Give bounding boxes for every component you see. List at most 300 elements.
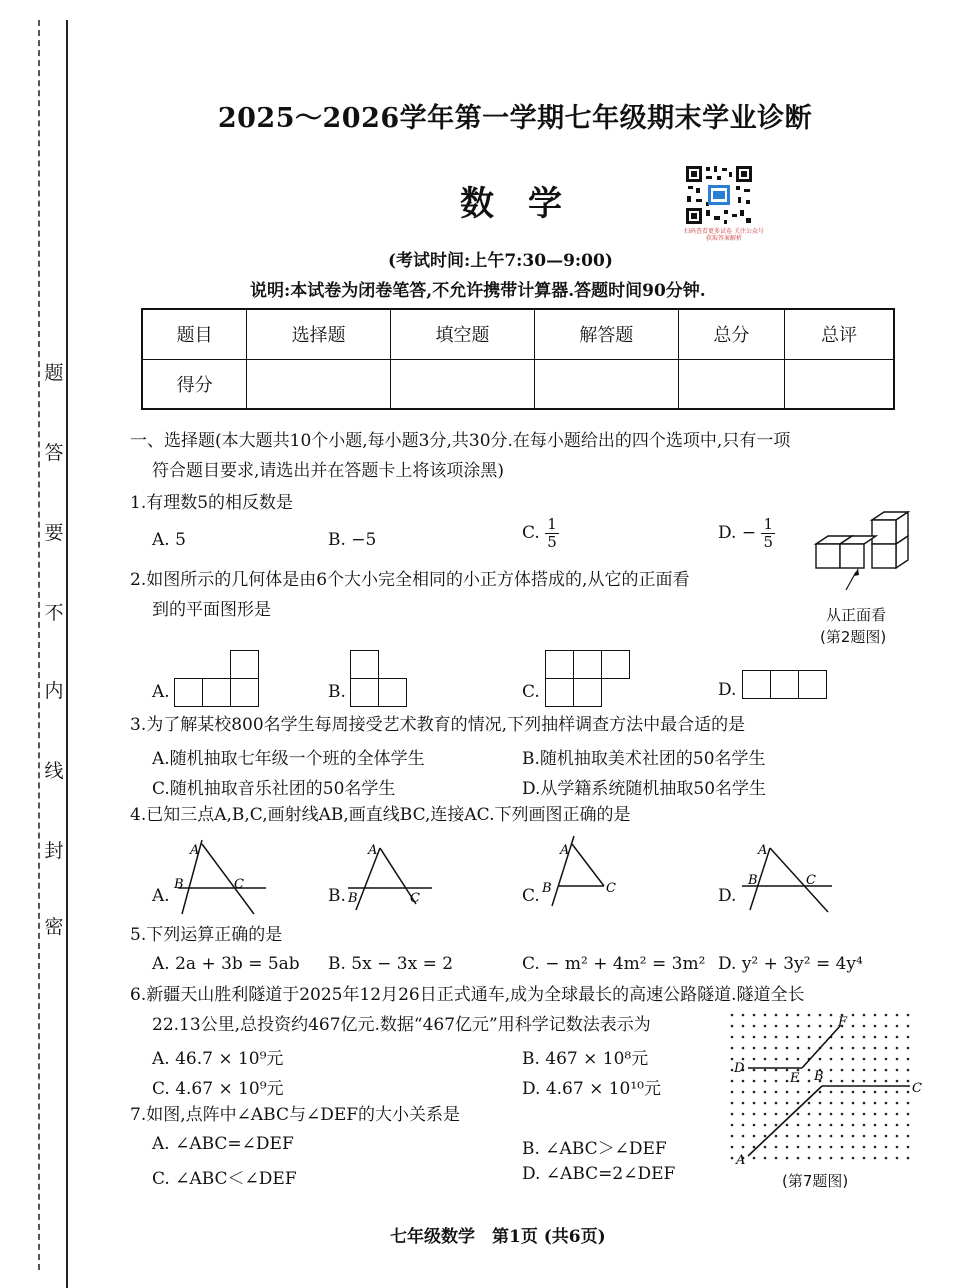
section-heading: 符合题目要求,请选出并在答题卡上将该项涂黑): [152, 461, 505, 481]
lattice-dot: [786, 1146, 789, 1149]
lattice-dot: [830, 1146, 833, 1149]
question-5: 5.下列运算正确的是: [130, 925, 283, 945]
lattice-dot: [874, 1080, 877, 1083]
lattice-dot: [775, 1014, 778, 1017]
lattice-dot: [874, 1102, 877, 1105]
q1-option-a: A. 5: [152, 530, 186, 550]
lattice-dot: [819, 1014, 822, 1017]
lattice-dot: [830, 1069, 833, 1072]
lattice-dot: [874, 1157, 877, 1160]
lattice-dot: [753, 1113, 756, 1116]
lattice-dot: [764, 1113, 767, 1116]
lattice-dot: [797, 1135, 800, 1138]
lattice-dot: [753, 1036, 756, 1039]
q2-solid-figure: [812, 508, 912, 594]
q2-c-cell: [545, 650, 574, 679]
lattice-dot: [731, 1025, 734, 1028]
score-cell[interactable]: [784, 359, 894, 409]
lattice-dot: [786, 1113, 789, 1116]
lattice-dot: [852, 1157, 855, 1160]
lattice-dot: [775, 1091, 778, 1094]
q4-option-b: B.: [328, 886, 346, 906]
lattice-dot: [863, 1058, 866, 1061]
q2-option-b: B.: [328, 682, 346, 702]
qr-code: [684, 164, 754, 226]
lattice-dot: [863, 1135, 866, 1138]
lattice-dot: [830, 1091, 833, 1094]
q3-option-b: B.随机抽取美术社团的50名学生: [522, 749, 766, 769]
q4-option-c: C.: [522, 886, 540, 906]
lattice-dot: [885, 1124, 888, 1127]
lattice-dot: [753, 1102, 756, 1105]
q6-option-b: B. 467 × 10⁸元: [522, 1049, 649, 1069]
q5-option-d: D. y² + 3y² = 4y⁴: [718, 954, 863, 974]
lattice-dot: [896, 1036, 899, 1039]
lattice-dot: [742, 1124, 745, 1127]
lattice-dot: [863, 1113, 866, 1116]
lattice-dot: [841, 1091, 844, 1094]
q4-figure-a: [170, 838, 270, 916]
lattice-dot: [841, 1047, 844, 1050]
lattice-dot: [819, 1135, 822, 1138]
lattice-dot: [753, 1091, 756, 1094]
point-label: B: [174, 877, 184, 892]
lattice-dot: [852, 1047, 855, 1050]
lattice-dot: [907, 1113, 910, 1116]
lattice-dot: [786, 1124, 789, 1127]
lattice-dot: [797, 1025, 800, 1028]
q2-fig-caption-view: 从正面看: [826, 606, 887, 624]
point-label: B: [814, 1069, 824, 1084]
lattice-dot: [742, 1058, 745, 1061]
q4-figure-c: [540, 834, 630, 914]
lattice-dot: [863, 1102, 866, 1105]
lattice-dot: [885, 1102, 888, 1105]
binding-dashed-line: [38, 20, 40, 1270]
lattice-dot: [742, 1014, 745, 1017]
q5-option-b: B. 5x − 3x = 2: [328, 954, 454, 974]
lattice-dot: [797, 1014, 800, 1017]
lattice-dot: [742, 1113, 745, 1116]
question-2: 2.如图所示的几何体是由6个大小完全相同的小正方体搭成的,从它的正面看: [130, 570, 690, 590]
point-label: B: [348, 891, 358, 906]
q2-d-cell: [770, 670, 799, 699]
seal-char: 不: [44, 602, 64, 624]
lattice-dot: [808, 1047, 811, 1050]
lattice-dot: [896, 1047, 899, 1050]
lattice-dot: [841, 1135, 844, 1138]
lattice-dot: [841, 1080, 844, 1083]
subject-title: 数学: [460, 184, 596, 224]
lattice-dot: [764, 1014, 767, 1017]
lattice-dot: [896, 1025, 899, 1028]
lattice-dot: [907, 1058, 910, 1061]
lattice-dot: [797, 1146, 800, 1149]
lattice-dot: [830, 1113, 833, 1116]
lattice-dot: [786, 1047, 789, 1050]
lattice-dot: [896, 1091, 899, 1094]
lattice-dot: [775, 1047, 778, 1050]
q2-c-cell: [573, 650, 602, 679]
point-label: F: [838, 1015, 848, 1030]
page-footer: 七年级数学 第1页 (共6页): [390, 1227, 606, 1247]
seal-char: 密: [44, 916, 64, 938]
lattice-dot: [742, 1025, 745, 1028]
q7-option-b: B. ∠ABC＞∠DEF: [522, 1139, 667, 1159]
lattice-dot: [874, 1036, 877, 1039]
score-cell[interactable]: [534, 359, 678, 409]
lattice-dot: [731, 1069, 734, 1072]
lattice-dot: [830, 1135, 833, 1138]
point-label: C: [234, 877, 244, 892]
lattice-dot: [907, 1069, 910, 1072]
lattice-dot: [731, 1080, 734, 1083]
lattice-dot: [764, 1102, 767, 1105]
lattice-dot: [808, 1102, 811, 1105]
lattice-dot: [753, 1080, 756, 1083]
table-header: 填空题: [391, 309, 535, 359]
lattice-dot: [742, 1135, 745, 1138]
lattice-dot: [819, 1091, 822, 1094]
lattice-dot: [797, 1047, 800, 1050]
q4-option-a: A.: [152, 886, 170, 906]
lattice-dot: [786, 1091, 789, 1094]
lattice-dot: [786, 1014, 789, 1017]
lattice-dot: [797, 1113, 800, 1116]
table-row-label: 得分: [142, 359, 247, 409]
point-label: A: [190, 843, 200, 858]
lattice-dot: [731, 1036, 734, 1039]
lattice-dot: [775, 1080, 778, 1083]
q2-b-cell: [350, 678, 379, 707]
question-6-cont: 22.13公里,总投资约467亿元.数据“467亿元”用科学记数法表示为: [152, 1015, 651, 1035]
lattice-dot: [874, 1135, 877, 1138]
question-3: 3.为了解某校800名学生每周接受艺术教育的情况,下列抽样调查方法中最合适的是: [130, 715, 746, 735]
lattice-dot: [863, 1157, 866, 1160]
q2-a-cell: [230, 650, 259, 679]
lattice-dot: [731, 1058, 734, 1061]
q5-option-c: C. − m² + 4m² = 3m²: [522, 954, 706, 974]
lattice-dot: [907, 1135, 910, 1138]
lattice-dot: [764, 1047, 767, 1050]
lattice-dot: [775, 1069, 778, 1072]
lattice-dot: [885, 1047, 888, 1050]
lattice-dot: [863, 1025, 866, 1028]
lattice-dot: [764, 1069, 767, 1072]
lattice-dot: [819, 1113, 822, 1116]
seal-char: 题: [44, 362, 64, 384]
lattice-dot: [775, 1113, 778, 1116]
lattice-dot: [786, 1069, 789, 1072]
lattice-dot: [885, 1157, 888, 1160]
lattice-dot: [830, 1047, 833, 1050]
point-label: C: [806, 873, 816, 888]
lattice-dot: [841, 1058, 844, 1061]
lattice-dot: [907, 1091, 910, 1094]
lattice-dot: [786, 1025, 789, 1028]
lattice-dot: [863, 1069, 866, 1072]
lattice-dot: [874, 1025, 877, 1028]
point-label: C: [606, 881, 616, 896]
lattice-dot: [819, 1157, 822, 1160]
lattice-dot: [742, 1080, 745, 1083]
lattice-dot: [830, 1058, 833, 1061]
lattice-dot: [819, 1025, 822, 1028]
q4-figure-d: [736, 838, 836, 916]
lattice-dot: [863, 1080, 866, 1083]
q6-option-a: A. 46.7 × 10⁹元: [152, 1049, 284, 1069]
q2-c-cell: [545, 678, 574, 707]
qr-caption: 扫码查看更多试卷 关注公众号获取答案解析: [684, 228, 764, 242]
lattice-dot: [896, 1124, 899, 1127]
lattice-dot: [874, 1069, 877, 1072]
lattice-dot: [841, 1069, 844, 1072]
q4-option-d: D.: [718, 886, 737, 906]
lattice-dot: [753, 1025, 756, 1028]
lattice-dot: [896, 1135, 899, 1138]
q1-option-b: B. −5: [328, 530, 377, 550]
q2-b-cell: [350, 650, 379, 679]
lattice-dot: [786, 1036, 789, 1039]
q2-d-cell: [742, 670, 771, 699]
exam-time: (考试时间:上午7:30—9:00): [388, 251, 613, 271]
question-4: 4.已知三点A,B,C,画射线AB,画直线BC,连接AC.下列画图正确的是: [130, 805, 631, 825]
q5-option-a: A. 2a + 3b = 5ab: [152, 954, 300, 974]
q2-option-d: D.: [718, 680, 737, 700]
lattice-dot: [852, 1113, 855, 1116]
lattice-dot: [841, 1102, 844, 1105]
lattice-dot: [841, 1146, 844, 1149]
lattice-dot: [819, 1058, 822, 1061]
lattice-dot: [885, 1025, 888, 1028]
lattice-dot: [852, 1146, 855, 1149]
lattice-dot: [753, 1058, 756, 1061]
lattice-dot: [907, 1157, 910, 1160]
q2-a-cell: [202, 678, 231, 707]
lattice-dot: [863, 1036, 866, 1039]
q7-option-c: C. ∠ABC＜∠DEF: [152, 1169, 297, 1189]
lattice-dot: [764, 1135, 767, 1138]
lattice-dot: [874, 1058, 877, 1061]
table-header: 总分: [678, 309, 784, 359]
lattice-dot: [852, 1080, 855, 1083]
lattice-dot: [841, 1157, 844, 1160]
lattice-dot: [852, 1014, 855, 1017]
q7-option-a: A. ∠ABC=∠DEF: [152, 1134, 294, 1154]
point-label: A: [368, 843, 378, 858]
lattice-dot: [852, 1135, 855, 1138]
q2-a-cell: [230, 678, 259, 707]
q1-option-d: D. − $\frac{1}{5}$: [718, 515, 774, 551]
q7-dot-lattice-figure: [728, 1012, 928, 1166]
lattice-dot: [775, 1036, 778, 1039]
lattice-dot: [885, 1058, 888, 1061]
q1-option-c: C. $\frac{1}{5}$: [522, 515, 557, 551]
lattice-dot: [786, 1135, 789, 1138]
lattice-dot: [830, 1102, 833, 1105]
lattice-dot: [797, 1058, 800, 1061]
lattice-dot: [764, 1157, 767, 1160]
lattice-dot: [863, 1146, 866, 1149]
lattice-dot: [731, 1135, 734, 1138]
lattice-dot: [742, 1146, 745, 1149]
lattice-dot: [896, 1113, 899, 1116]
lattice-dot: [753, 1135, 756, 1138]
q6-option-c: C. 4.67 × 10⁹元: [152, 1079, 284, 1099]
lattice-dot: [863, 1047, 866, 1050]
lattice-dot: [742, 1102, 745, 1105]
seal-char: 内: [44, 680, 64, 702]
point-label: A: [758, 843, 768, 858]
binding-solid-line: [66, 20, 68, 1288]
lattice-dot: [896, 1069, 899, 1072]
lattice-dot: [775, 1146, 778, 1149]
lattice-dot: [841, 1124, 844, 1127]
q2-option-c: C.: [522, 682, 540, 702]
lattice-dot: [808, 1069, 811, 1072]
lattice-dot: [775, 1135, 778, 1138]
lattice-dot: [753, 1069, 756, 1072]
lattice-dot: [885, 1080, 888, 1083]
lattice-dot: [841, 1113, 844, 1116]
lattice-dot: [731, 1157, 734, 1160]
lattice-dot: [808, 1124, 811, 1127]
lattice-dot: [808, 1025, 811, 1028]
table-header: 选择题: [247, 309, 391, 359]
lattice-dot: [852, 1102, 855, 1105]
lattice-dot: [896, 1058, 899, 1061]
lattice-dot: [885, 1036, 888, 1039]
lattice-dot: [896, 1102, 899, 1105]
lattice-dot: [775, 1157, 778, 1160]
lattice-dot: [907, 1025, 910, 1028]
page-title: 2025～2026学年第一学期七年级期末学业诊断: [217, 103, 813, 134]
lattice-dot: [731, 1047, 734, 1050]
lattice-dot: [896, 1080, 899, 1083]
lattice-dot: [786, 1102, 789, 1105]
q3-option-a: A.随机抽取七年级一个班的全体学生: [152, 749, 425, 769]
q2-option-a: A.: [152, 682, 170, 702]
lattice-dot: [819, 1036, 822, 1039]
lattice-dot: [797, 1157, 800, 1160]
lattice-dot: [885, 1091, 888, 1094]
point-label: C: [410, 891, 420, 906]
q2-c-cell: [601, 650, 630, 679]
lattice-dot: [731, 1113, 734, 1116]
q6-option-d: D. 4.67 × 10¹⁰元: [522, 1079, 661, 1099]
lattice-dot: [874, 1091, 877, 1094]
lattice-dot: [731, 1124, 734, 1127]
q3-option-c: C.随机抽取音乐社团的50名学生: [152, 779, 396, 799]
question-7: 7.如图,点阵中∠ABC与∠DEF的大小关系是: [130, 1105, 461, 1125]
lattice-dot: [819, 1146, 822, 1149]
lattice-dot: [786, 1058, 789, 1061]
lattice-dot: [764, 1091, 767, 1094]
lattice-dot: [874, 1047, 877, 1050]
lattice-dot: [742, 1091, 745, 1094]
lattice-dot: [907, 1146, 910, 1149]
score-table: [141, 308, 895, 410]
q7-option-d: D. ∠ABC=2∠DEF: [522, 1164, 676, 1184]
lattice-dot: [775, 1102, 778, 1105]
q4-figure-b: [344, 838, 444, 916]
lattice-dot: [830, 1157, 833, 1160]
lattice-dot: [907, 1014, 910, 1017]
lattice-dot: [742, 1036, 745, 1039]
exam-note: 说明:本试卷为闭卷笔答,不允许携带计算器.答题时间90分钟.: [250, 281, 706, 301]
lattice-dot: [841, 1036, 844, 1039]
lattice-dot: [852, 1036, 855, 1039]
lattice-dot: [863, 1091, 866, 1094]
lattice-dot: [797, 1102, 800, 1105]
lattice-dot: [874, 1146, 877, 1149]
lattice-dot: [874, 1014, 877, 1017]
lattice-dot: [764, 1025, 767, 1028]
point-label: E: [790, 1071, 800, 1086]
lattice-dot: [896, 1146, 899, 1149]
table-header: 总评: [784, 309, 894, 359]
q2-fig-caption: (第2题图): [820, 628, 887, 646]
point-label: C: [912, 1081, 922, 1096]
seal-char: 线: [44, 760, 64, 782]
lattice-dot: [797, 1091, 800, 1094]
seal-char: 要: [44, 522, 64, 544]
table-header: 题目: [142, 309, 247, 359]
lattice-dot: [885, 1069, 888, 1072]
lattice-dot: [764, 1036, 767, 1039]
lattice-dot: [830, 1124, 833, 1127]
score-cell[interactable]: [247, 359, 391, 409]
score-cell[interactable]: [678, 359, 784, 409]
lattice-dot: [830, 1025, 833, 1028]
lattice-dot: [753, 1146, 756, 1149]
lattice-dot: [852, 1058, 855, 1061]
lattice-dot: [731, 1102, 734, 1105]
question-2-cont: 到的平面图形是: [152, 600, 271, 620]
lattice-dot: [819, 1124, 822, 1127]
lattice-dot: [786, 1157, 789, 1160]
lattice-dot: [819, 1102, 822, 1105]
lattice-dot: [808, 1157, 811, 1160]
lattice-dot: [775, 1025, 778, 1028]
score-cell[interactable]: [391, 359, 535, 409]
lattice-dot: [808, 1091, 811, 1094]
lattice-dot: [896, 1157, 899, 1160]
lattice-dot: [852, 1124, 855, 1127]
lattice-dot: [786, 1080, 789, 1083]
lattice-dot: [753, 1014, 756, 1017]
lattice-dot: [775, 1124, 778, 1127]
section-heading: 一、选择题(本大题共10个小题,每小题3分,共30分.在每小题给出的四个选项中,只有一项: [130, 431, 791, 451]
lattice-dot: [764, 1058, 767, 1061]
lattice-dot: [764, 1146, 767, 1149]
q7-fig-caption: (第7题图): [782, 1172, 849, 1190]
lattice-dot: [808, 1135, 811, 1138]
lattice-dot: [808, 1080, 811, 1083]
point-label: D: [734, 1061, 745, 1076]
seal-char: 封: [44, 840, 64, 862]
lattice-dot: [852, 1025, 855, 1028]
lattice-dot: [753, 1047, 756, 1050]
seal-char: 答: [44, 442, 64, 464]
lattice-dot: [764, 1124, 767, 1127]
lattice-dot: [830, 1014, 833, 1017]
lattice-dot: [907, 1036, 910, 1039]
point-label: B: [748, 873, 758, 888]
lattice-dot: [797, 1036, 800, 1039]
lattice-dot: [874, 1124, 877, 1127]
lattice-dot: [885, 1146, 888, 1149]
